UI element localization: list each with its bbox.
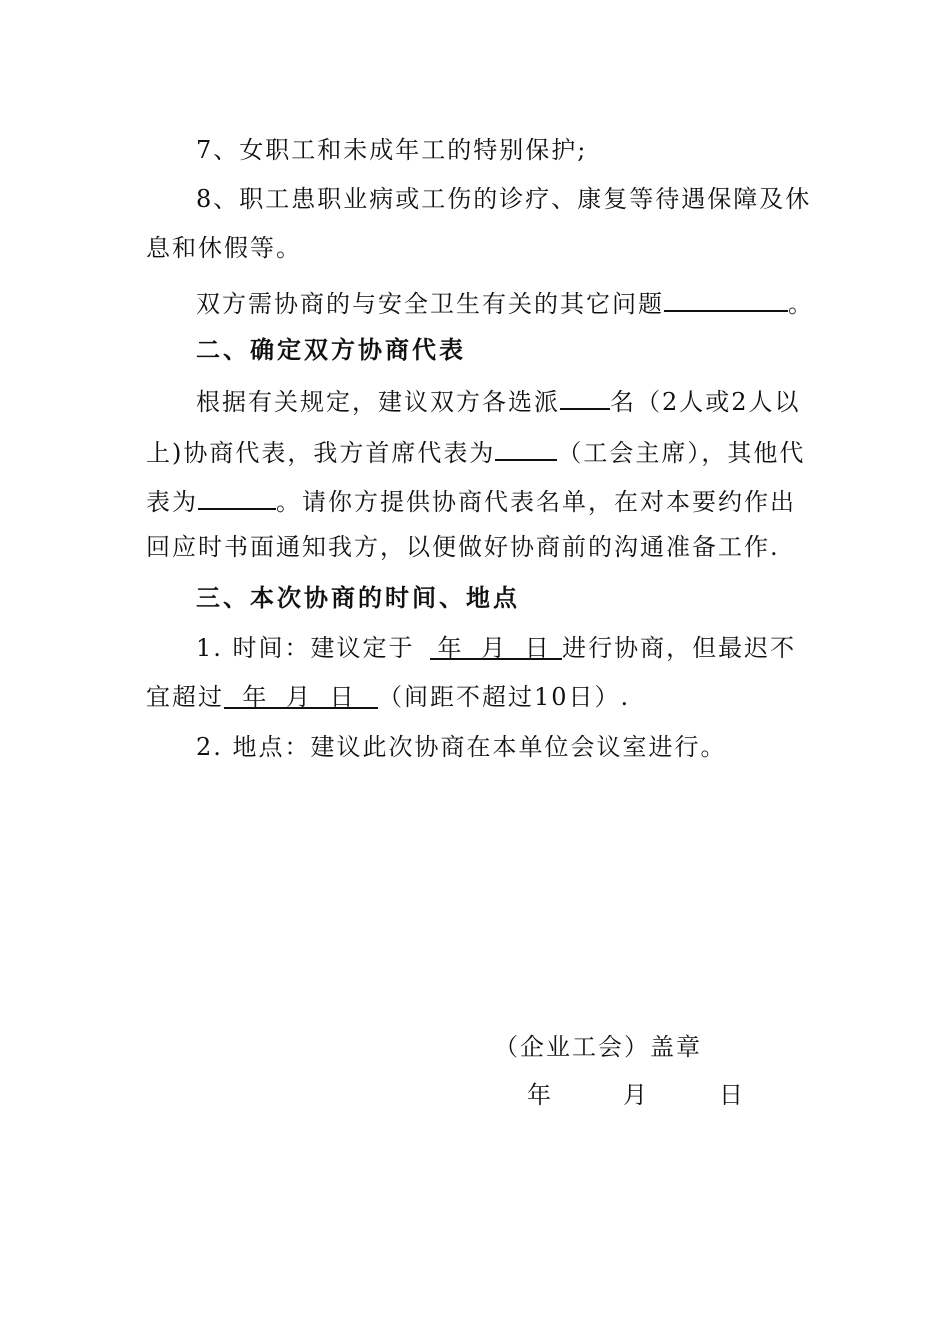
other-issues-suffix: 。 (788, 290, 814, 318)
rep-count-blank[interactable] (560, 382, 610, 410)
section-2-heading: 二、确定双方协商代表 (196, 336, 466, 364)
time-text: 1. 时间：建议定于 (196, 634, 415, 662)
latest-date-blank[interactable]: 年 月 日 (224, 681, 378, 709)
section-2-line-2 (146, 433, 805, 469)
rep-count-suffix: 名（2人或2人以 (610, 388, 801, 416)
signature-org: （企业工会）盖章 (494, 1033, 702, 1061)
time-line-2 (146, 681, 630, 713)
chief-rep-blank[interactable] (495, 433, 557, 461)
other-issues-text: 双方需协商的与安全卫生有关的其它问题 (196, 290, 664, 318)
chief-rep-text: 上)协商代表，我方首席代表为 (146, 439, 496, 467)
chief-rep-suffix: （工会主席），其他代 (557, 439, 806, 467)
place-line: 2. 地点：建议此次协商在本单位会议室进行。 (196, 733, 727, 761)
item-7: 7、女职工和未成年工的特别保护; (196, 136, 588, 164)
section-2-line-1 (196, 382, 801, 418)
section-3-heading: 三、本次协商的时间、地点 (196, 584, 520, 612)
section-2-line-3 (146, 482, 796, 518)
item-8-line-1: 8、职工患职业病或工伤的诊疗、康复等待遇保障及休 (196, 185, 812, 213)
signature-date: 年 月 日 (527, 1081, 751, 1109)
latest-date-text: 宜超过 (146, 683, 224, 711)
other-issues-line (196, 284, 814, 320)
rep-count-text: 根据有关规定，建议双方各选派 (196, 388, 560, 416)
other-rep-suffix: 。请你方提供协商代表名单，在对本要约作出 (276, 488, 796, 516)
time-text-suffix: 进行协商，但最迟不 (562, 634, 797, 662)
item-8-line-2: 息和休假等。 (146, 234, 302, 262)
section-2-line-4: 回应时书面通知我方，以便做好协商前的沟通准备工作. (146, 533, 780, 561)
proposed-date-blank[interactable]: 年 月 日 (430, 632, 562, 660)
other-rep-text: 表为 (146, 488, 198, 516)
latest-date-suffix: （间距不超过10日）. (378, 683, 631, 711)
other-issues-blank[interactable] (664, 284, 788, 312)
time-line-1 (196, 632, 796, 664)
other-rep-blank[interactable] (198, 482, 276, 510)
